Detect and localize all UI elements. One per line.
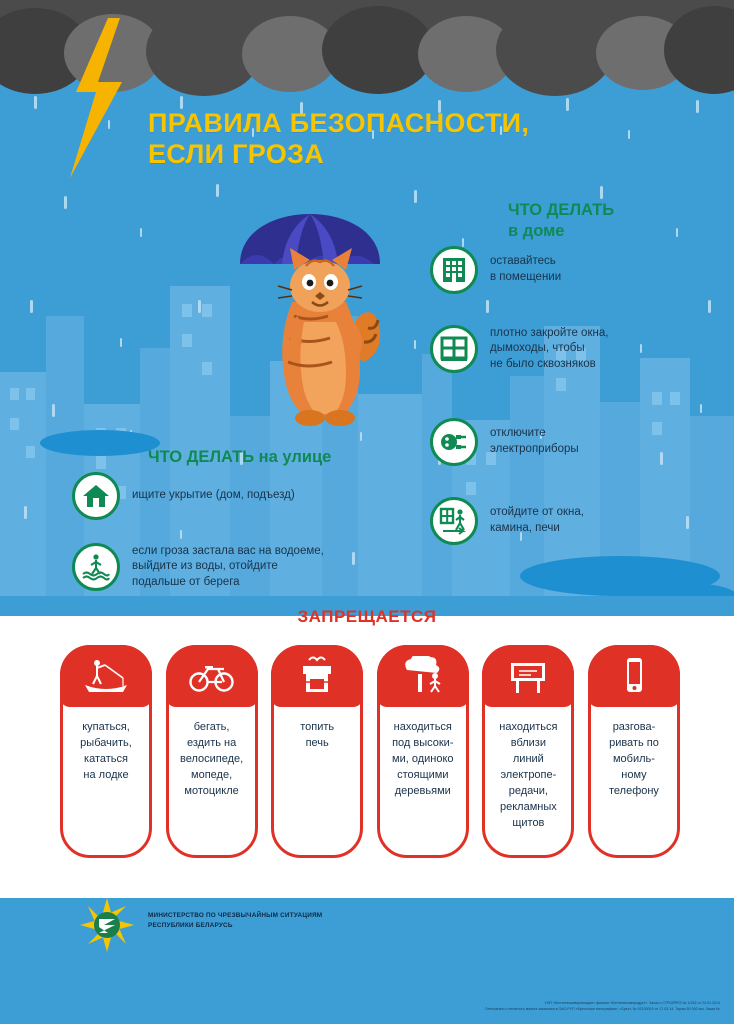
window xyxy=(556,378,566,391)
page-title xyxy=(148,108,568,171)
window xyxy=(202,362,212,375)
window xyxy=(26,388,35,400)
home-rule-text: оставайтесь в помещении xyxy=(490,255,562,283)
mchs-emblem-icon xyxy=(80,898,134,952)
window xyxy=(202,304,212,317)
home-rule-item xyxy=(430,497,584,545)
building xyxy=(0,372,46,616)
forbidden-card xyxy=(588,645,680,858)
forbidden-card xyxy=(60,645,152,858)
bicycle-icon xyxy=(166,645,258,707)
home-rule-text: отойдите от окна, камина, печи xyxy=(490,506,584,534)
window xyxy=(466,482,476,495)
window xyxy=(652,422,662,435)
street-rule-item xyxy=(72,543,324,591)
fineprint xyxy=(300,1000,720,1012)
forbidden-cards xyxy=(60,645,680,860)
window xyxy=(96,456,106,469)
mobile-phone-icon xyxy=(588,645,680,707)
section-heading-home xyxy=(508,200,708,241)
window xyxy=(10,388,19,400)
home-heading-line-2: в доме xyxy=(508,221,565,240)
power-line-billboard-icon xyxy=(482,645,574,707)
lightning-bolt-icon xyxy=(62,18,132,178)
fishing-boat-icon xyxy=(60,645,152,707)
window xyxy=(182,304,192,317)
window xyxy=(26,446,35,458)
forbidden-card-text: находиться вблизи линий электропе- редачи, рекламных щитов xyxy=(499,721,558,829)
leave-water-icon xyxy=(72,543,120,591)
window xyxy=(182,334,192,347)
ministry-line-2: РЕСПУБЛИКИ БЕЛАРУСЬ xyxy=(148,921,233,929)
forbidden-card-text: купаться, рыбачить, кататься на лодке xyxy=(80,721,132,781)
tree-person-icon xyxy=(377,645,469,707)
title-line-2: ЕСЛИ ГРОЗА xyxy=(148,139,325,170)
building-icon xyxy=(430,246,478,294)
title-line-1: ПРАВИЛА БЕЗОПАСНОСТИ, xyxy=(148,108,530,138)
forbidden-card xyxy=(377,645,469,858)
home-rule-item xyxy=(430,325,608,373)
ministry-name xyxy=(148,911,468,930)
street-rule-text: если гроза застала вас на водоеме, выйдите из воды, отойдите подальше от берега xyxy=(132,544,324,588)
street-rule-item xyxy=(72,472,295,520)
fineprint-line-1: УНП «Белтелекоммуникация» филиал «Белтелекомпродукт». Заказ с.СТРОЙРЕЗ № 1/152 от 24.01.2014 xyxy=(544,1000,720,1005)
home-rule-item xyxy=(430,418,579,466)
forbidden-card-text: находиться под высоки- ми, одиноко стоящими деревьями xyxy=(392,721,454,797)
section-heading-street xyxy=(148,447,448,468)
step-away-from-window-icon xyxy=(430,497,478,545)
home-rule-item xyxy=(430,246,561,294)
stove-icon xyxy=(271,645,363,707)
forbidden-card-text: топить печь xyxy=(300,721,335,749)
water-puddle xyxy=(40,430,160,456)
cat-with-umbrella-illustration xyxy=(232,212,412,442)
street-heading-bold: ЧТО ДЕЛАТЬ xyxy=(148,448,255,466)
building xyxy=(422,354,452,616)
window xyxy=(10,418,19,430)
home-rule-text: плотно закройте окна, дымоходы, чтобы не было сквозняков xyxy=(490,326,609,370)
ministry-line-1: МИНИСТЕРСТВО ПО ЧРЕЗВЫЧАЙНЫМ СИТУАЦИЯМ xyxy=(148,912,323,919)
home-rule-text: отключите электроприборы xyxy=(490,427,579,455)
street-heading-rest: на улице xyxy=(254,448,332,466)
street-rule-text: ищите укрытие (дом, подъезд) xyxy=(132,489,295,502)
forbidden-card-text: бегать, ездить на велосипеде, мопеде, мотоцикле xyxy=(179,721,244,797)
fineprint-line-2: Отпечатано с печатного макета заказчика в ОАО РУП «Брестская типография», г.Брест, № 02130019 от 17.03.14. Тираж 50 000 экз. Заказ № xyxy=(484,1006,720,1011)
home-heading-line-1: ЧТО ДЕЛАТЬ xyxy=(508,201,615,219)
window xyxy=(670,392,680,405)
house-shelter-icon xyxy=(72,472,120,520)
forbidden-card xyxy=(482,645,574,858)
forbidden-card xyxy=(166,645,258,858)
window-icon xyxy=(430,325,478,373)
section-heading-forbidden: ЗАПРЕЩАЕТСЯ xyxy=(297,607,437,626)
window xyxy=(652,392,662,405)
forbidden-card-text: разгова- ривать по мобиль- ному телефону xyxy=(608,721,659,797)
forbidden-card xyxy=(271,645,363,858)
